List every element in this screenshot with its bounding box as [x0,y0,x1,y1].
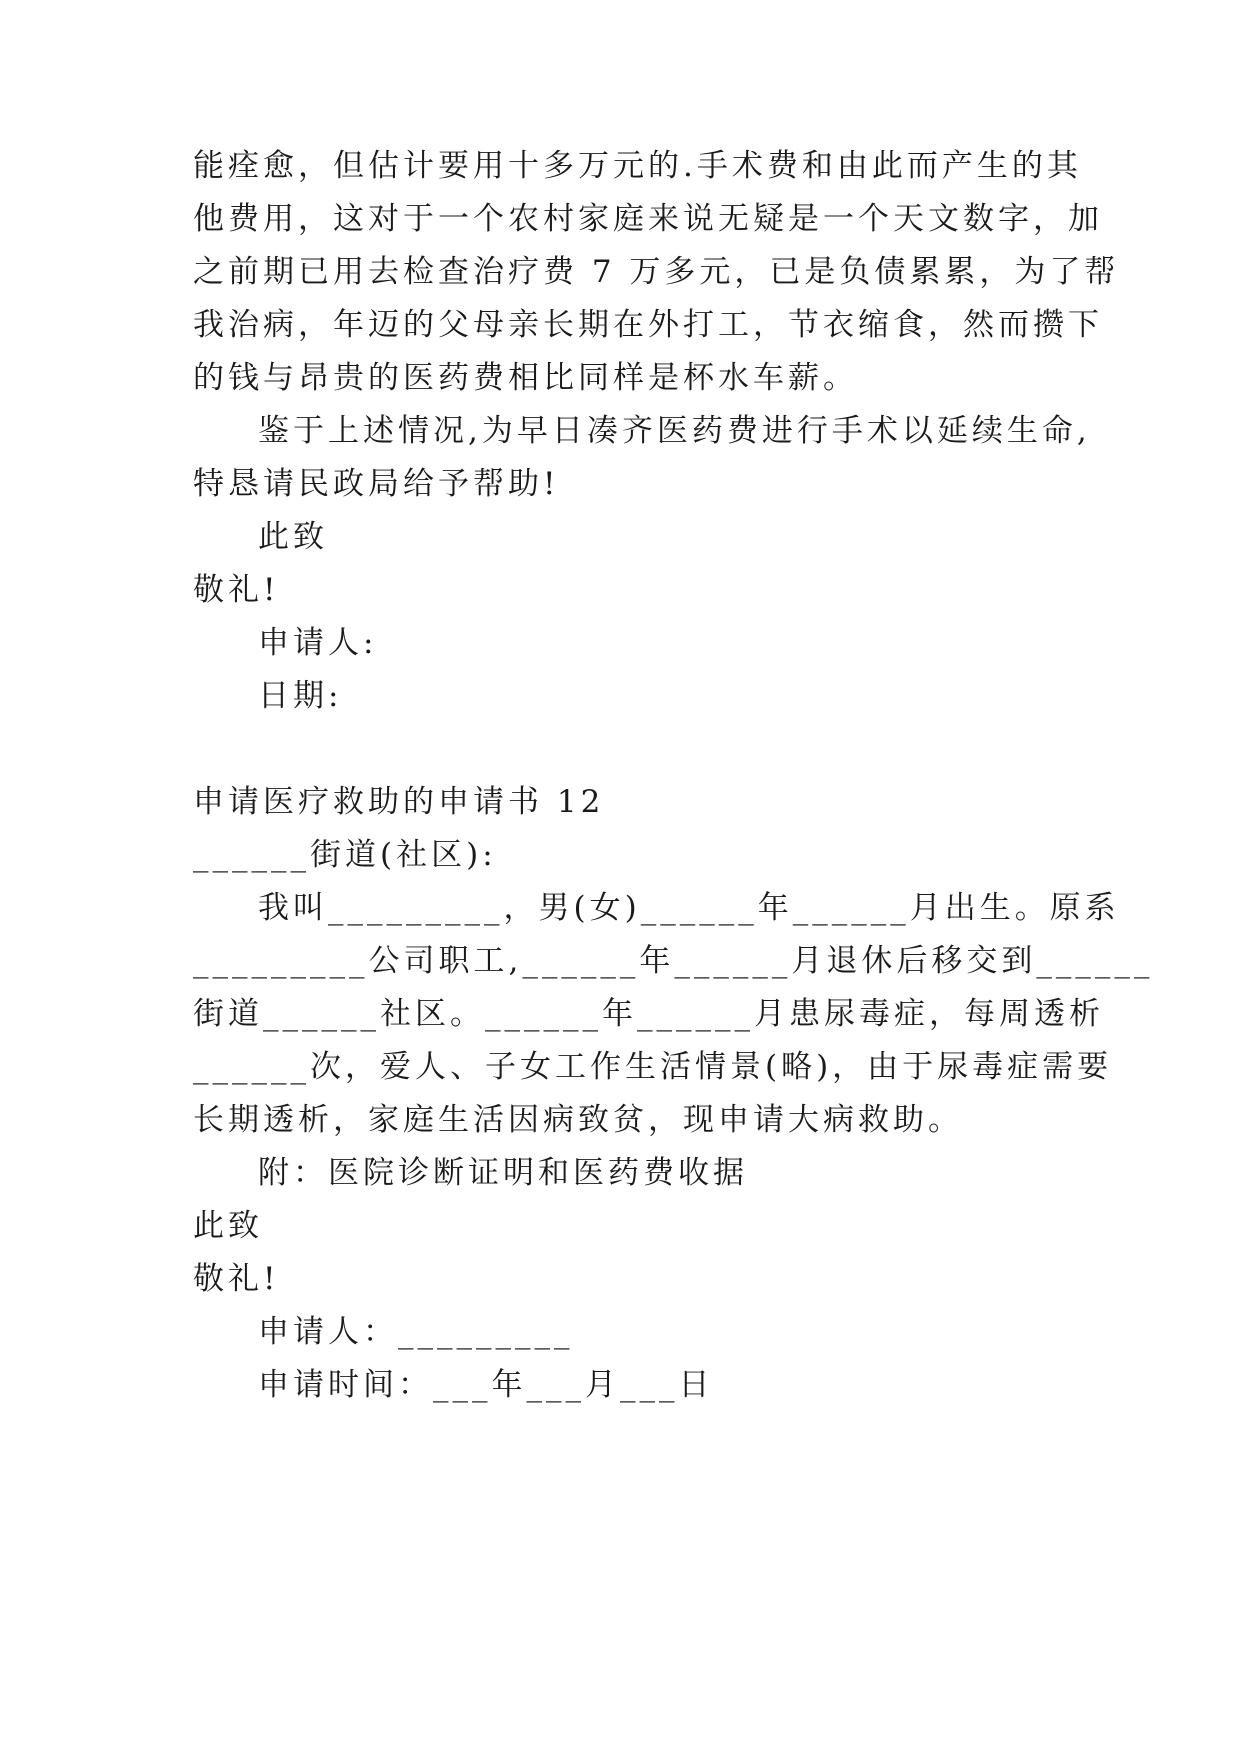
body-line-3: 之前期已用去检查治疗费 7 万多元，已是负债累累，为了帮 [193,254,1120,290]
section-title: 申请医疗救助的申请书 12 [193,784,605,820]
body-line-7: 特恳请民政局给予帮助! [193,466,560,502]
closing-salute-1: 敬礼! [193,572,280,608]
application-date-label: 申请时间：___年___月___日 [258,1367,714,1403]
body-line-2: 他费用，这对于一个农村家庭来说无疑是一个天文数字，加 [193,201,1103,237]
applicant-label-2: 申请人：_________ [258,1314,574,1350]
closing-greeting-2: 此致 [193,1208,263,1244]
body2-line-2: _________公司职工,______年______月退休后移交到______ [193,943,1154,979]
body-line-4: 我治病，年迈的父母亲长期在外打工，节衣缩食，然而攒下 [193,307,1103,343]
closing-salute-2: 敬礼! [193,1261,280,1297]
closing-greeting-1: 此致 [258,519,328,555]
body2-line-3: 街道______社区。______年______月患尿毒症，每周透析 [193,996,1104,1032]
body-line-6: 鉴于上述情况,为早日凑齐医药费进行手术以延续生命, [258,413,1091,449]
applicant-label-1: 申请人: [258,625,378,661]
body-line-5: 的钱与昂贵的医药费相比同样是杯水车薪。 [193,360,858,396]
date-label-1: 日期: [258,678,343,714]
body2-line-4: ______次，爱人、子女工作生活情景(略)，由于尿毒症需要 [193,1049,1113,1085]
body2-line-1: 我叫_________，男(女)______年______月出生。原系 [258,890,1120,926]
attachment-note: 附：医院诊断证明和医药费收据 [258,1155,748,1191]
addressee-line: ______街道(社区): [193,837,497,873]
body2-line-5: 长期透析，家庭生活因病致贫，现申请大病救助。 [193,1102,963,1138]
body-line-1: 能痊愈，但估计要用十多万元的.手术费和由此而产生的其 [193,148,1082,184]
